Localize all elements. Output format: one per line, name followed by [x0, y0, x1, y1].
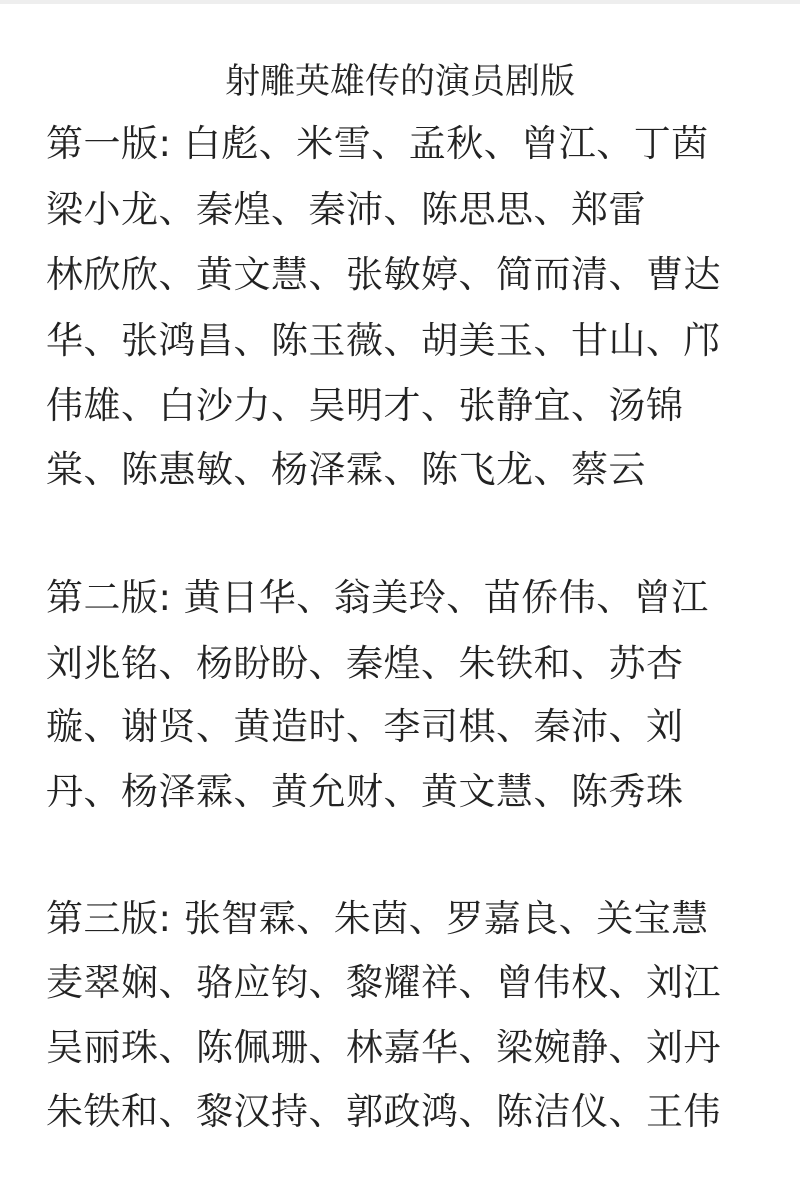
text-line: 华、张鸿昌、陈玉薇、胡美玉、甘山、邝 [46, 319, 721, 362]
text-line: 第一版: 白彪、米雪、孟秋、曾江、丁茵 [46, 122, 709, 165]
top-divider [0, 0, 800, 4]
text-line: 麦翠娴、骆应钧、黎耀祥、曾伟权、刘江 [46, 961, 721, 1004]
text-line: 梁小龙、秦煌、秦沛、陈思思、郑雷 [46, 188, 646, 231]
text-line: 璇、谢贤、黄造时、李司棋、秦沛、刘 [46, 705, 684, 748]
text-line: 伟雄、白沙力、吴明才、张静宜、汤锦 [46, 384, 684, 427]
text-line: 林欣欣、黄文慧、张敏婷、简而清、曹达 [46, 253, 721, 296]
text-line: 朱铁和、黎汉持、郭政鸿、陈洁仪、王伟 [46, 1090, 721, 1133]
page-title: 射雕英雄传的演员剧版 [224, 62, 575, 102]
text-line: 吴丽珠、陈佩珊、林嘉华、梁婉静、刘丹 [46, 1026, 721, 1069]
text-line: 第二版: 黄日华、翁美玲、苗侨伟、曾江 [46, 576, 709, 619]
text-line: 第三版: 张智霖、朱茵、罗嘉良、关宝慧 [46, 897, 709, 940]
text-line: 刘兆铭、杨盼盼、秦煌、朱铁和、苏杏 [46, 642, 684, 685]
text-line: 丹、杨泽霖、黄允财、黄文慧、陈秀珠 [46, 770, 684, 813]
text-line: 棠、陈惠敏、杨泽霖、陈飞龙、蔡云 [46, 448, 646, 491]
